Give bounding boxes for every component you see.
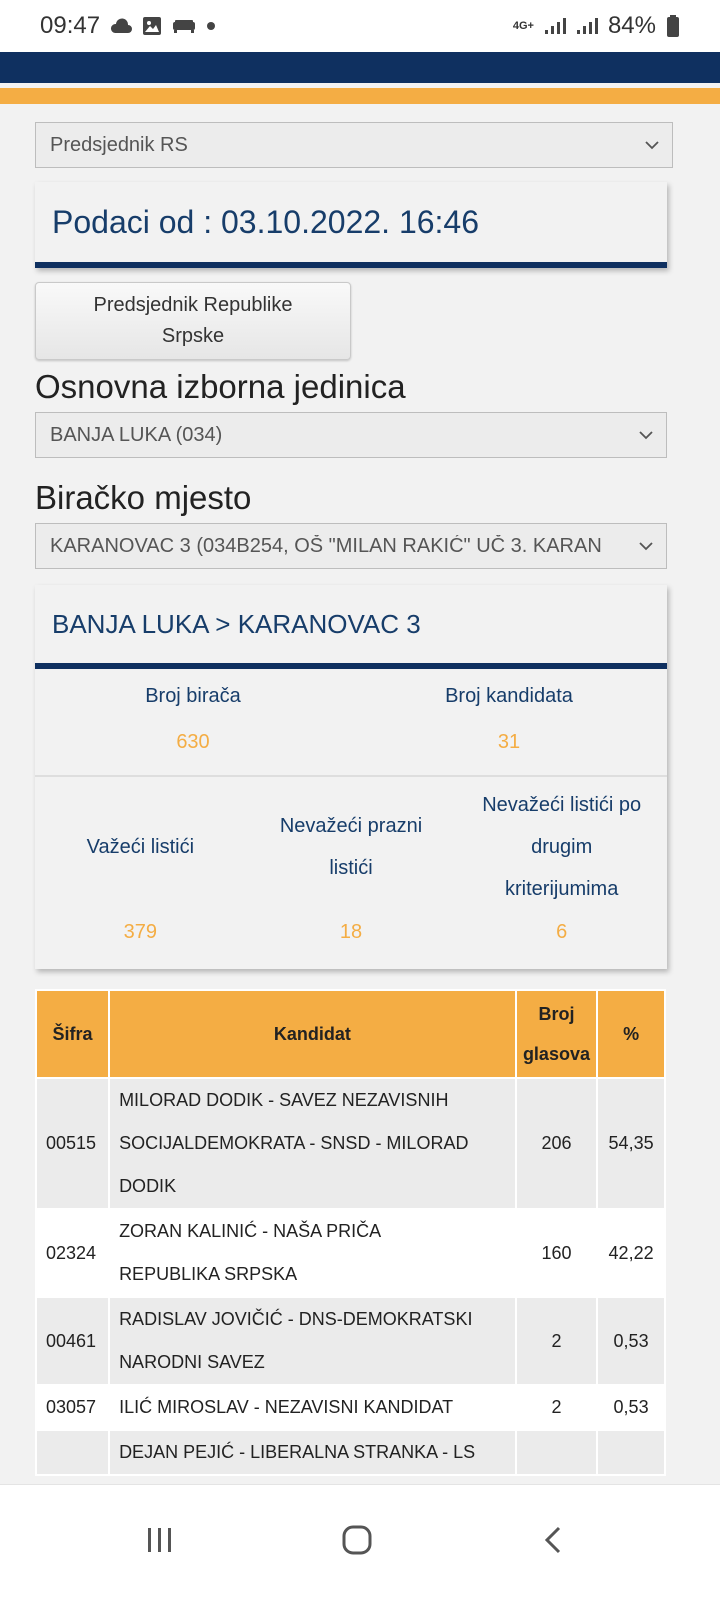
election-select-value: Predsjednik RS [50,133,188,156]
election-select[interactable] [35,122,673,168]
candidate-line: DODIK [119,1176,177,1196]
stat-label: kriterijumima [505,878,619,900]
race-button-label-line2: Srpske [161,325,225,347]
race-button[interactable] [35,282,351,360]
stat-value: 31 [497,731,521,753]
votes-header-line1: Broj [538,1004,575,1024]
row-percent [597,1430,665,1475]
data-header-card [35,182,667,268]
candidate-line: ILIĆ MIROSLAV - NEZAVISNI KANDIDAT [119,1397,454,1417]
bed-icon [172,18,196,34]
candidate-line: DEJAN PEJIĆ - LIBERALNA STRANKA - LS [119,1442,476,1462]
header-navy-bar [0,52,720,83]
table-row [36,1209,665,1297]
column-header-candidate: Kandidat [109,990,516,1078]
data-timestamp-title: Podaci od : 03.10.2022. 16:46 [35,182,667,268]
row-candidate [109,1209,516,1297]
stat-label: listići [329,857,373,879]
cloud-icon [110,18,132,34]
row-votes: 2 [516,1385,597,1430]
stat-label: drugim [531,836,593,858]
stat-label: Nevažeći listići po [482,794,642,816]
votes-header-line2: glasova [522,1044,590,1064]
polling-station-select-value: KARANOVAC 3 (034B254, OŠ "MILAN RAKIĆ" UČ 3. KARAN [50,534,602,557]
candidate-line: ZORAN KALINIĆ - NAŠA PRIČA [119,1221,382,1241]
row-code: 00515 [36,1078,109,1209]
status-bar [0,0,720,52]
stat-label: Nevažeći prazni [279,815,423,837]
stat-valid-ballots [35,777,246,969]
row-candidate [109,1385,516,1430]
row-code [36,1430,109,1475]
row-candidate [109,1297,516,1385]
battery-icon [666,14,680,38]
header-gold-bar [0,88,720,104]
table-row [36,1078,665,1209]
stat-invalid-empty [246,777,457,969]
candidate-line: SOCIJALDEMOKRATA - SNSD - MILORAD [119,1133,469,1153]
table-row [36,1430,665,1475]
row-percent: 0,53 [597,1385,665,1430]
candidate-line: RADISLAV JOVIČIĆ - DNS-DEMOKRATSKI [119,1309,473,1329]
recent-apps-icon[interactable] [146,1525,174,1560]
stats-row-2 [35,777,667,969]
stat-value: 630 [176,731,210,753]
stat-label: Broj birača [145,685,241,707]
row-votes: 2 [516,1297,597,1385]
unit-select-value: BANJA LUKA (034) [50,423,223,446]
stat-value: 6 [556,921,568,943]
stat-voters [35,669,351,775]
notification-dot-icon [206,21,216,31]
table-row [36,1385,665,1430]
polling-station-select[interactable] [35,523,667,569]
stat-value: 18 [339,921,363,943]
signal-icon-2 [576,17,598,35]
race-button-label-line1: Predsjednik Republike [93,294,293,316]
polling-section-title: Biračko mjesto [35,479,252,516]
unit-section-title: Osnovna izborna jedinica [35,368,406,405]
row-code: 02324 [36,1209,109,1297]
main-content [35,122,686,1476]
signal-icon [544,17,566,35]
table-row [36,1297,665,1385]
battery-percent: 84% [607,12,656,39]
chevron-down-icon [638,537,654,561]
row-code: 00461 [36,1297,109,1385]
stat-label: Broj kandidata [445,685,573,707]
row-percent: 42,22 [597,1209,665,1297]
column-header-code: Šifra [36,990,109,1078]
stats-row-1 [35,669,667,777]
row-votes: 206 [516,1078,597,1209]
row-percent: 0,53 [597,1297,665,1385]
network-type: 4G+ [512,19,534,32]
stat-invalid-other [456,777,667,969]
candidate-line: MILORAD DODIK - SAVEZ NEZAVISNIH [119,1090,449,1110]
location-stats-card [35,585,667,969]
system-navigation-bar [0,1484,720,1601]
back-icon[interactable] [542,1525,564,1560]
row-percent: 54,35 [597,1078,665,1209]
candidate-line: NARODNI SAVEZ [119,1352,265,1372]
row-candidate [109,1078,516,1209]
row-votes [516,1430,597,1475]
location-title: BANJA LUKA > KARANOVAC 3 [35,585,667,669]
row-votes: 160 [516,1209,597,1297]
row-candidate [109,1430,516,1475]
stat-value: 379 [123,921,158,943]
row-code: 03057 [36,1385,109,1430]
stat-candidates [351,669,667,775]
gallery-icon [142,16,162,36]
stat-label: Važeći listići [86,836,195,858]
results-table [35,989,666,1476]
chevron-down-icon [644,136,660,160]
unit-select[interactable] [35,412,667,458]
clock: 09:47 [40,12,101,39]
candidate-line: REPUBLIKA SRPSKA [119,1264,298,1284]
home-icon[interactable] [342,1525,372,1560]
column-header-percent: % [597,990,665,1078]
table-header-row [36,990,665,1078]
column-header-votes [516,990,597,1078]
chevron-down-icon [638,426,654,450]
